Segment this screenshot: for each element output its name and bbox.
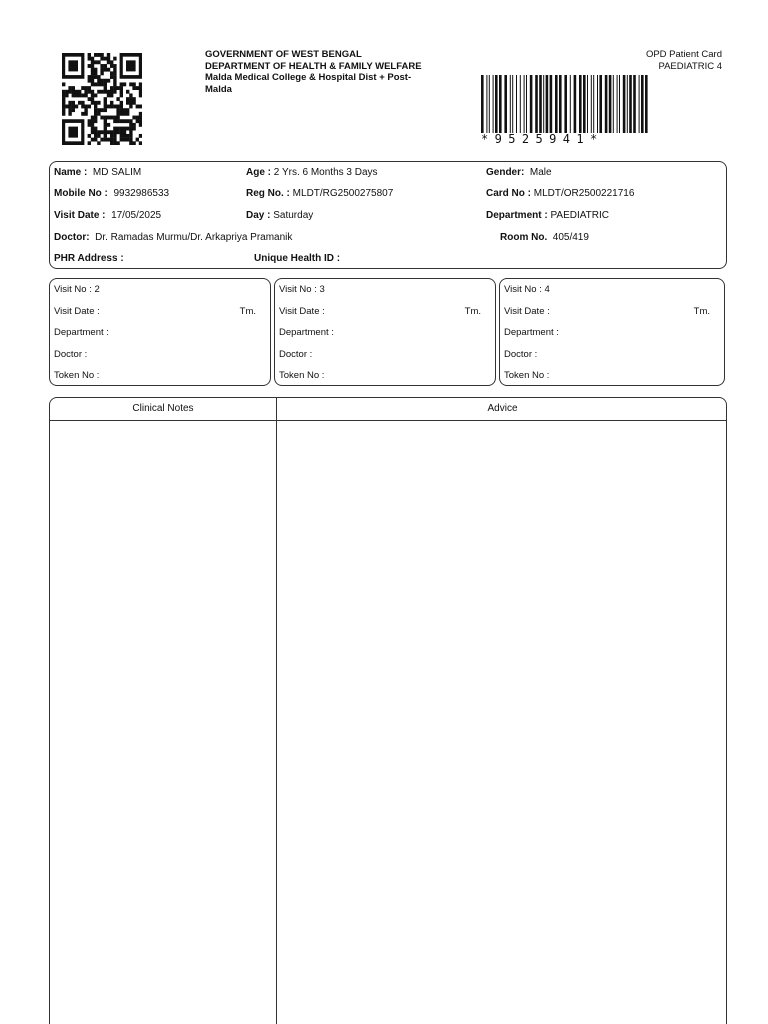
- gender-field: Gender: Male: [486, 167, 552, 178]
- reg-field: Reg No. : MLDT/RG2500275807: [246, 188, 394, 199]
- gender-value: Male: [529, 167, 552, 178]
- gov-line-1: GOVERNMENT OF WEST BENGAL: [205, 49, 362, 60]
- card-no-value: MLDT/OR2500221716: [533, 188, 635, 199]
- visit-time: Tm.: [239, 306, 256, 317]
- visit-doctor: Doctor :: [279, 349, 313, 360]
- mobile-value: 9932986533: [113, 188, 170, 199]
- department-value: PAEDIATRIC: [550, 210, 609, 221]
- card-no-field: Card No : MLDT/OR2500221716: [486, 188, 635, 199]
- room-field: Room No. 405/419: [500, 232, 589, 243]
- age-field: Age : 2 Yrs. 6 Months 3 Days: [246, 167, 378, 178]
- department-field: Department : PAEDIATRIC: [486, 210, 609, 221]
- visit-no: Visit No : 4: [504, 284, 550, 295]
- visit-department: Department :: [54, 327, 109, 338]
- gov-line-4: Malda: [205, 83, 232, 95]
- name-field: Name : MD SALIM: [54, 167, 142, 178]
- visit-date-value: 17/05/2025: [111, 210, 162, 221]
- visit-time: Tm.: [693, 306, 710, 317]
- patient-info-box: [49, 161, 727, 269]
- notes-advice-box: [49, 397, 727, 1024]
- gov-line-3: Malda Medical College & Hospital Dist + Post-: [205, 72, 412, 83]
- visit-token: Token No :: [504, 370, 550, 381]
- card-department: PAEDIATRIC 4: [658, 60, 722, 72]
- barcode-text: *9525941*: [481, 132, 604, 146]
- visit-box-3: [274, 278, 496, 386]
- visit-box-2: [49, 278, 271, 386]
- government-header: [205, 49, 422, 95]
- card-title: OPD Patient Card: [645, 49, 722, 60]
- room-value: 405/419: [552, 232, 589, 243]
- advice-header: Advice: [487, 403, 518, 414]
- visit-department: Department :: [279, 327, 334, 338]
- doctor-field: Doctor: Dr. Ramadas Murmu/Dr. Arkapriya Pramanik: [54, 232, 293, 243]
- visit-doctor: Doctor :: [54, 349, 88, 360]
- notes-divider: [276, 398, 277, 1024]
- barcode: [481, 75, 649, 133]
- visit-no: Visit No : 3: [279, 284, 325, 295]
- visit-no: Visit No : 2: [54, 284, 100, 295]
- day-field: Day : Saturday: [246, 210, 314, 221]
- gov-line-2: DEPARTMENT OF HEALTH & FAMILY WELFARE: [205, 60, 422, 72]
- card-type: [646, 49, 722, 72]
- doctor-value: Dr. Ramadas Murmu/Dr. Arkapriya Pramanik: [95, 232, 293, 243]
- visit-date: Visit Date :: [504, 306, 550, 317]
- visit-date: Visit Date :: [279, 306, 325, 317]
- clinical-notes-header: Clinical Notes: [132, 403, 194, 414]
- visit-doctor: Doctor :: [504, 349, 538, 360]
- unique-health-id-field: Unique Health ID :: [254, 253, 341, 264]
- visit-token: Token No :: [54, 370, 100, 381]
- visit-department: Department :: [504, 327, 559, 338]
- reg-value: MLDT/RG2500275807: [292, 188, 394, 199]
- mobile-field: Mobile No : 9932986533: [54, 188, 170, 199]
- visit-box-4: [499, 278, 725, 386]
- visit-time: Tm.: [464, 306, 481, 317]
- visit-date: Visit Date :: [54, 306, 100, 317]
- age-value: 2 Yrs. 6 Months 3 Days: [273, 167, 378, 178]
- phr-address-field: PHR Address :: [54, 253, 124, 264]
- name-value: MD SALIM: [92, 167, 142, 178]
- day-value: Saturday: [273, 210, 314, 221]
- visit-date-field: Visit Date : 17/05/2025: [54, 210, 162, 221]
- qr-code: [62, 53, 142, 145]
- visit-token: Token No :: [279, 370, 325, 381]
